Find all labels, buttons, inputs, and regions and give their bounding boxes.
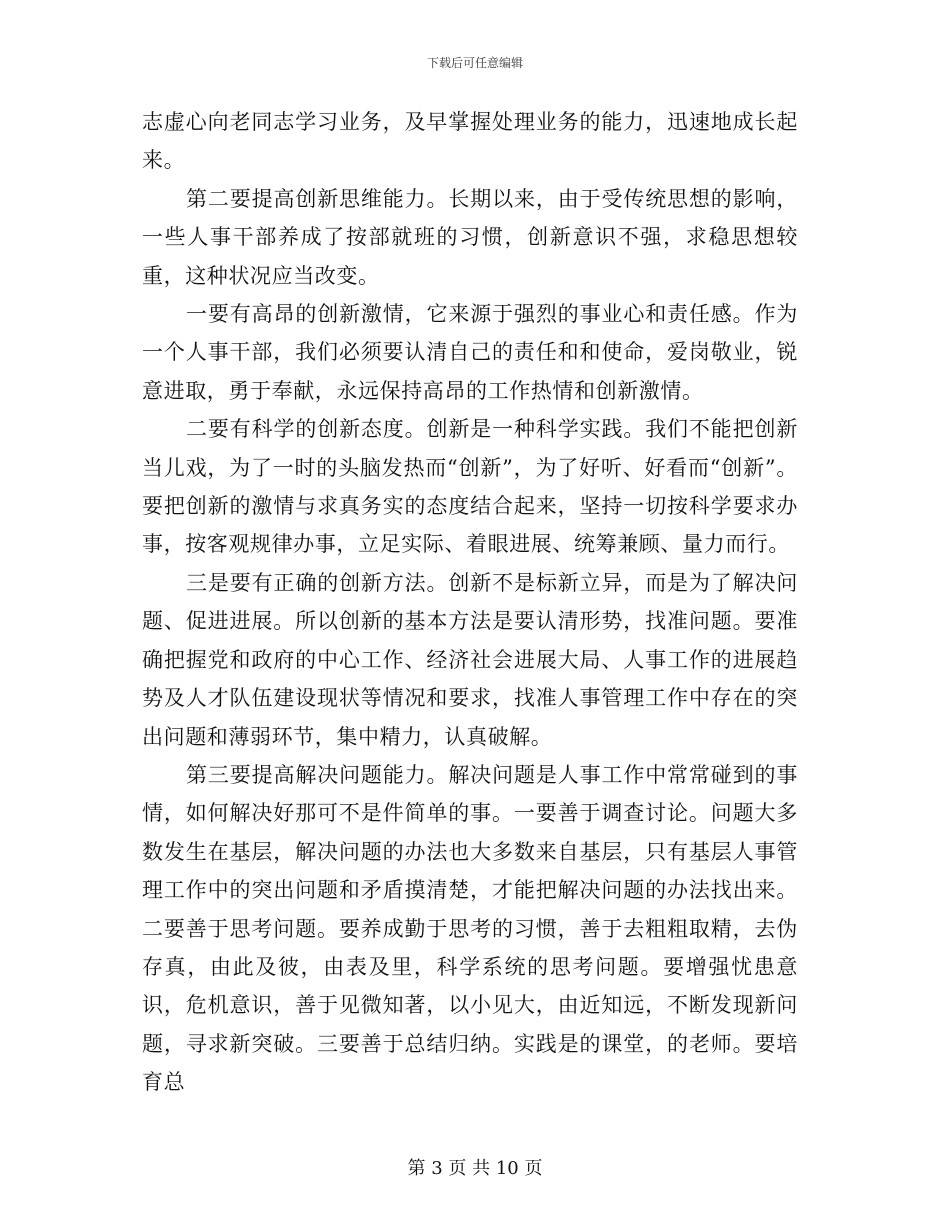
paragraph-4: 二要有科学的创新态度。创新是一种科学实践。我们不能把创新当儿戏，为了一时的头脑发热而“创新”，为了好听、好看而“创新”。要把创新的激情与求真务实的态度结合起来，坚持一切按科学要求办事，按客观规律办事，立足实际、着眼进展、统筹兼顾、量力而行。 [142,417,798,557]
paragraph-5: 三是要有正确的创新方法。创新不是标新立异，而是为了解决问题、促进进展。所以创新的基本方法是要认清形势，找准问题。要准确把握党和政府的中心工作、经济社会进展大局、人事工作的进展趋势及人才队伍建设现状等情况和要求，找准人事管理工作中存在的突出问题和薄弱环节，集中精力，认真破解。 [142,570,798,749]
paragraph-6: 第三要提高解决问题能力。解决问题是人事工作中常常碰到的事情，如何解决好那可不是件简单的事。一要善于调查讨论。问题大多数发生在基层，解决问题的办法也大多数来自基层，只有基层人事管理工作中的突出问题和矛盾摸清楚，才能把解决问题的办法找出来。二要善于思考问题。要养成勤于思考的习惯，善于去粗粗取精，去伪存真，由此及彼，由表及里，科学系统的思考问题。要增强忧患意识，危机意识，善于见微知著，以小见大，由近知远，不断发现新问题，寻求新突破。三要善于总结归纳。实践是的课堂，的老师。要培育总 [142,762,798,1095]
paragraph-1: 志虚心向老同志学习业务，及早掌握处理业务的能力，迅速地成长起来。 [142,110,798,173]
page-header: 下载后可任意编辑 [426,56,523,70]
document-body [142,103,798,1102]
paragraph-2: 第二要提高创新思维能力。长期以来，由于受传统思想的影响，一些人事干部养成了按部就班的习惯，创新意识不强，求稳思想较重，这种状况应当改变。 [142,186,798,288]
paragraph-3: 一要有高昂的创新激情，它来源于强烈的事业心和责任感。作为一个人事干部，我们必须要认清自己的责任和和使命，爱岗敬业，锐意进取，勇于奉献，永远保持高昂的工作热情和创新激情。 [142,302,798,403]
page-number-footer: 第 3 页 共 10 页 [407,1158,543,1179]
